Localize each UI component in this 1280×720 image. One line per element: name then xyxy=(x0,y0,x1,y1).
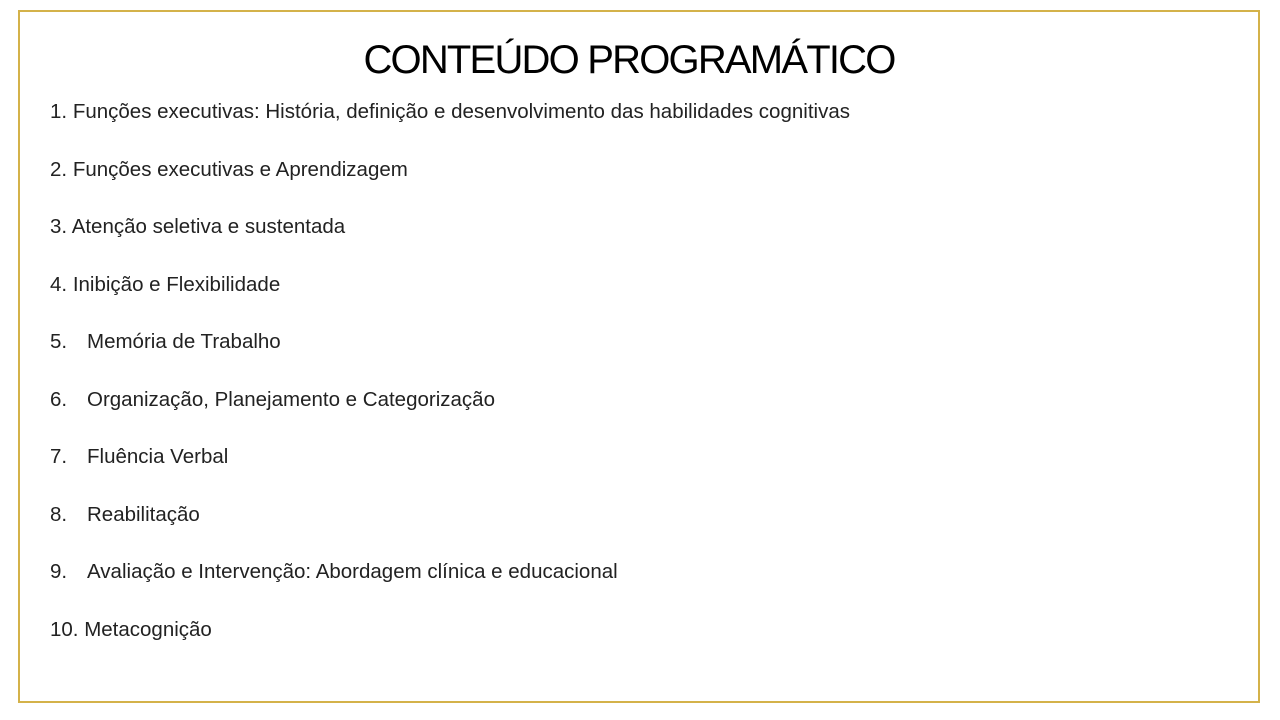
item-text: Inibição e Flexibilidade xyxy=(72,272,281,296)
item-text: Memória de Trabalho xyxy=(87,330,281,353)
list-item xyxy=(50,98,850,156)
item-text: Fluência Verbal xyxy=(87,445,229,468)
list-item xyxy=(50,328,850,386)
item-number: 1. xyxy=(50,100,68,123)
item-number: 4. xyxy=(50,272,68,296)
item-number: 3. xyxy=(50,215,68,238)
item-text: Funções executivas e Aprendizagem xyxy=(72,157,408,181)
item-number: 5. xyxy=(50,330,68,353)
item-number: 8. xyxy=(50,502,68,526)
list-item xyxy=(50,156,850,214)
item-number: 7. xyxy=(50,445,68,468)
item-number: 10. xyxy=(50,617,79,641)
item-number: 6. xyxy=(50,387,68,411)
item-text: Organização, Planejamento e Categorização xyxy=(87,387,495,411)
item-text: Reabilitação xyxy=(87,502,200,526)
list-item xyxy=(50,386,850,444)
list-item xyxy=(50,616,850,674)
item-text: Funções executivas: História, definição e desenvolvimento das habilidades cognitivas xyxy=(72,100,850,123)
program-content-list xyxy=(50,98,850,673)
list-item xyxy=(50,213,850,271)
list-item xyxy=(50,443,850,501)
item-number: 2. xyxy=(50,157,68,181)
list-item xyxy=(50,501,850,559)
item-number: 9. xyxy=(50,560,68,583)
item-text: Avaliação e Intervenção: Abordagem clínica e educacional xyxy=(87,560,618,583)
item-text: Metacognição xyxy=(84,617,212,641)
item-text: Atenção seletiva e sustentada xyxy=(71,215,346,238)
slide-title: CONTEÚDO PROGRAMÁTICO xyxy=(363,38,895,82)
list-item xyxy=(50,558,850,616)
list-item xyxy=(50,271,850,329)
